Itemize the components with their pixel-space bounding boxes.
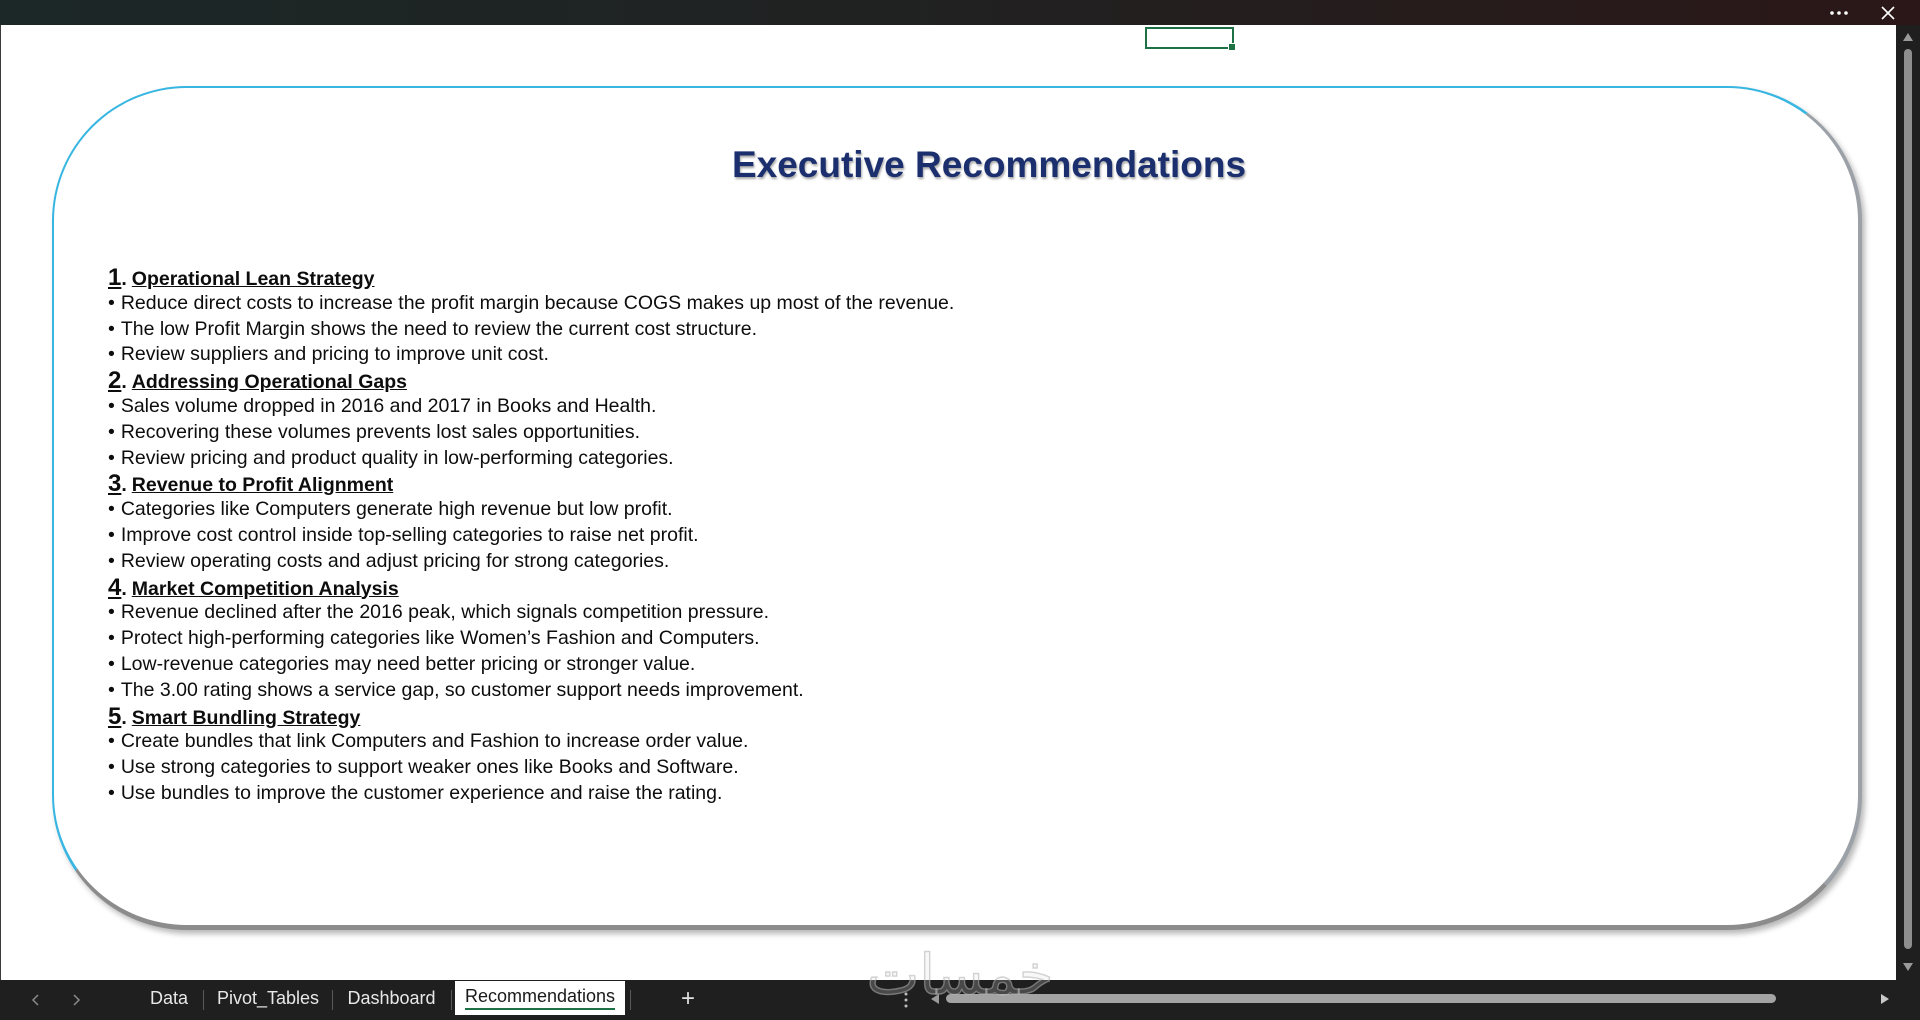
bullet-text: The 3.00 rating shows a service gap, so customer support needs improvement. — [120, 678, 804, 701]
bullet-item — [108, 729, 1308, 755]
bullet-item — [108, 626, 1308, 652]
watermark-logo: خمسات — [866, 942, 1054, 1008]
bullet-text: Revenue declined after the 2016 peak, which signals competition pressure. — [120, 601, 770, 624]
plus-icon: + — [680, 985, 695, 1012]
vertical-scrollbar[interactable] — [1896, 25, 1920, 980]
section-separator: . — [121, 706, 127, 729]
bullet-item — [108, 781, 1308, 807]
bullet-text: Use bundles to improve the customer experience and raise the rating. — [120, 781, 723, 804]
bullet-item — [108, 317, 1308, 343]
scroll-left-icon[interactable] — [930, 993, 940, 1005]
horizontal-scroll-thumb[interactable] — [946, 994, 1776, 1003]
bullet-text: Review suppliers and pricing to improve unit cost. — [120, 343, 549, 366]
bullet-text: Categories like Computers generate high revenue but low profit. — [120, 498, 673, 521]
bullet-text: Review pricing and product quality in low-performing categories. — [120, 446, 674, 469]
section-number: 5 — [108, 702, 122, 730]
section-separator: . — [121, 474, 127, 497]
bullet-symbol: • — [108, 730, 115, 753]
bullet-item — [108, 678, 1308, 704]
section-title: Addressing Operational Gaps — [131, 371, 408, 394]
fill-handle[interactable] — [1228, 43, 1236, 51]
more-icon — [1829, 10, 1849, 16]
section-number: 1 — [108, 264, 122, 291]
section-separator: . — [121, 268, 127, 290]
sheet-tab-pivot-tables[interactable] — [204, 981, 332, 1015]
bullet-symbol: • — [108, 523, 115, 546]
section-number: 4 — [108, 573, 122, 601]
sheet-tab-data[interactable] — [136, 981, 202, 1015]
bullet-item — [108, 497, 1308, 523]
tab-bar-splitter[interactable] — [899, 989, 913, 1011]
page-title — [733, 143, 1245, 187]
sheet-tab-bar — [0, 980, 1920, 1020]
section-title: Operational Lean Strategy — [131, 268, 375, 290]
more-options-button[interactable] — [1822, 0, 1856, 25]
scroll-up-icon[interactable] — [1902, 32, 1914, 42]
section-title: Revenue to Profit Alignment — [131, 474, 394, 497]
vertical-scroll-thumb[interactable] — [1904, 49, 1912, 949]
bullet-text: Use strong categories to support weaker ones like Books and Software. — [120, 756, 739, 779]
bullet-text: The low Profit Margin shows the need to review the current cost structure. — [120, 317, 758, 340]
next-sheet-button[interactable] — [64, 988, 88, 1012]
tab-separator — [451, 990, 452, 1010]
sheet-tab-label: Dashboard — [347, 987, 436, 1008]
selected-cell[interactable] — [1145, 27, 1234, 49]
bullet-text: Low-revenue categories may need better pricing or stronger value. — [120, 652, 696, 675]
bullet-text: Review operating costs and adjust pricing for strong categories. — [120, 549, 670, 572]
section-heading — [108, 368, 1308, 394]
section-title: Market Competition Analysis — [131, 577, 399, 600]
bullet-text: Recovering these volumes prevents lost sales opportunities. — [120, 420, 641, 443]
bullet-text: Protect high-performing categories like Women’s Fashion and Computers. — [120, 627, 760, 650]
sheet-tab-label: Pivot_Tables — [216, 987, 320, 1008]
bullet-symbol: • — [108, 317, 115, 340]
sheet-tab-recommendations[interactable] — [455, 981, 625, 1015]
bullet-symbol: • — [108, 652, 115, 675]
bullet-symbol: • — [108, 498, 115, 521]
section-separator: . — [121, 577, 127, 600]
section-heading — [108, 704, 1308, 730]
bullet-symbol: • — [108, 781, 115, 804]
tab-separator — [630, 990, 631, 1010]
section-heading — [108, 575, 1308, 601]
sheet-tab-label: Recommendations — [465, 986, 615, 1010]
close-button[interactable] — [1871, 0, 1905, 25]
bullet-text: Reduce direct costs to increase the profit margin because COGS makes up most of the revenue. — [120, 291, 955, 314]
section-heading — [108, 471, 1308, 497]
bullet-item — [108, 549, 1308, 575]
bullet-symbol: • — [108, 549, 115, 572]
bullet-text: Create bundles that link Computers and Fashion to increase order value. — [120, 730, 749, 753]
bullet-item — [108, 394, 1308, 420]
worksheet-area[interactable] — [0, 25, 1896, 980]
bullet-item — [108, 446, 1308, 472]
section-separator: . — [121, 371, 127, 394]
bullet-symbol: • — [108, 394, 115, 417]
bullet-item — [108, 652, 1308, 678]
bullet-item — [108, 755, 1308, 781]
bullet-item — [108, 342, 1308, 368]
previous-sheet-button[interactable] — [24, 988, 48, 1012]
bullet-text: Sales volume dropped in 2016 and 2017 in Books and Health. — [120, 394, 657, 417]
bullet-symbol: • — [108, 420, 115, 443]
vertical-dots-icon — [904, 992, 908, 1008]
scroll-down-icon[interactable] — [1902, 962, 1914, 972]
recommendations-list — [108, 265, 1308, 807]
section-title: Smart Bundling Strategy — [131, 706, 361, 729]
section-number: 3 — [108, 470, 122, 498]
bullet-symbol: • — [108, 601, 115, 624]
bullet-item — [108, 523, 1308, 549]
recommendations-text-box[interactable] — [52, 86, 1862, 930]
scroll-right-icon[interactable] — [1880, 993, 1890, 1005]
page-title-text: Executive Recommendations — [731, 144, 1247, 185]
window-title-bar — [0, 0, 1920, 25]
bullet-symbol: • — [108, 678, 115, 701]
bullet-text: Improve cost control inside top-selling categories to raise net profit. — [120, 523, 699, 546]
bullet-item — [108, 291, 1308, 317]
bullet-symbol: • — [108, 627, 115, 650]
sheet-tab-label: Data — [149, 987, 189, 1008]
bullet-symbol: • — [108, 756, 115, 779]
chevron-right-icon — [71, 993, 81, 1007]
bullet-item — [108, 420, 1308, 446]
bullet-symbol: • — [108, 343, 115, 366]
section-number: 2 — [108, 367, 122, 395]
sheet-tab-dashboard[interactable] — [333, 981, 450, 1015]
bullet-symbol: • — [108, 291, 115, 314]
chevron-left-icon — [31, 993, 41, 1007]
close-icon — [1881, 6, 1895, 20]
bullet-item — [108, 600, 1308, 626]
add-sheet-button[interactable] — [674, 984, 702, 1014]
section-heading — [108, 265, 1308, 291]
bullet-symbol: • — [108, 446, 115, 469]
